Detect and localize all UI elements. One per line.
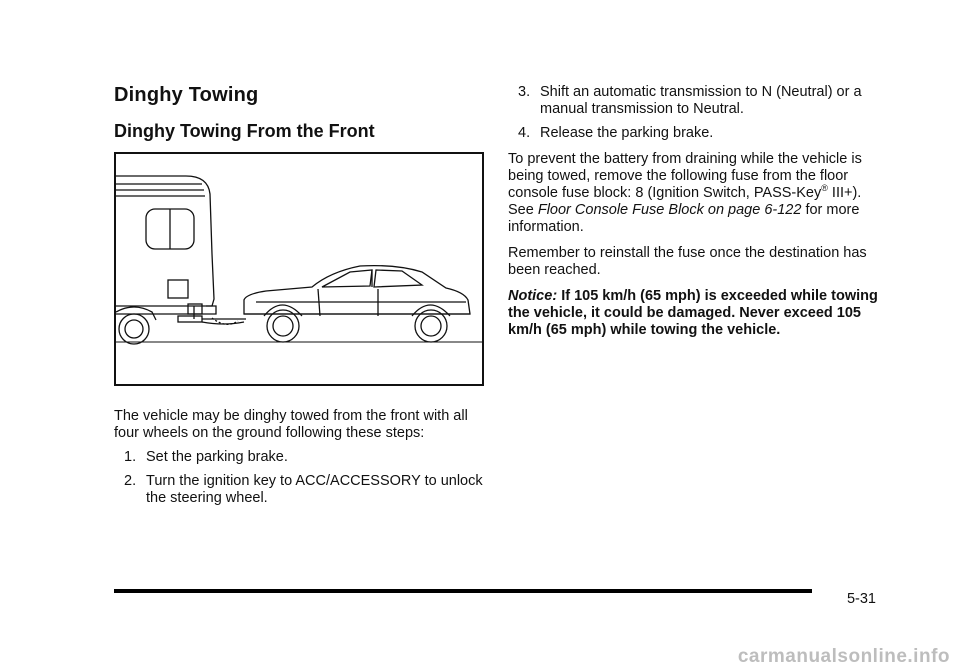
- cross-reference-link[interactable]: Floor Console Fuse Block on page 6-122: [537, 202, 802, 218]
- right-column: [508, 84, 880, 339]
- notice-label: Notice:: [508, 288, 558, 304]
- step-number: 3.: [518, 84, 531, 100]
- step-text: Turn the ignition key to ACC/ACCESSORY to unlock the steering wheel.: [146, 473, 483, 506]
- list-item: [114, 473, 486, 507]
- steps-list-right: [508, 84, 880, 142]
- reminder-paragraph: Remember to reinstall the fuse once the destination has been reached.: [508, 245, 867, 278]
- notice-paragraph: [508, 288, 880, 339]
- section-title: Dinghy Towing: [114, 84, 259, 106]
- step-text: Shift an automatic transmission to N (Neutral) or a manual transmission to Neutral.: [540, 84, 862, 117]
- battery-paragraph: To prevent the battery from draining while the vehicle is being towed, remove the following fuse from the floor console fuse block: 8 (Ignition Switch, PASS-Key® III+). See Floor Console Fuse Block on page 6-122 for more information.: [508, 151, 862, 235]
- list-item: [508, 125, 880, 142]
- step-text: Release the parking brake.: [540, 125, 714, 141]
- steps-list-left: [114, 449, 486, 507]
- intro-text: The vehicle may be dinghy towed from the front with all four wheels on the ground following these steps:: [114, 408, 468, 441]
- watermark: carmanualsonline.info: [737, 646, 950, 667]
- step-number: 1.: [124, 449, 137, 465]
- page-number: 5-31: [846, 591, 876, 607]
- step-number: 2.: [124, 473, 137, 489]
- subsection-title: Dinghy Towing From the Front: [114, 121, 375, 141]
- step-number: 4.: [518, 125, 531, 141]
- registered-mark: ®: [821, 183, 828, 194]
- list-item: [508, 84, 880, 118]
- towing-illustration: [114, 152, 484, 386]
- rv-towing-car-drawing: [116, 154, 482, 384]
- notice-text: If 105 km/h (65 mph) is exceeded while towing the vehicle, it could be damaged. Never exceed 105 km/h (65 mph) while towing the vehicle.: [508, 288, 878, 338]
- left-column: [114, 84, 486, 507]
- list-item: [114, 449, 486, 466]
- step-text: Set the parking brake.: [146, 449, 288, 465]
- footer-rule: [114, 589, 812, 593]
